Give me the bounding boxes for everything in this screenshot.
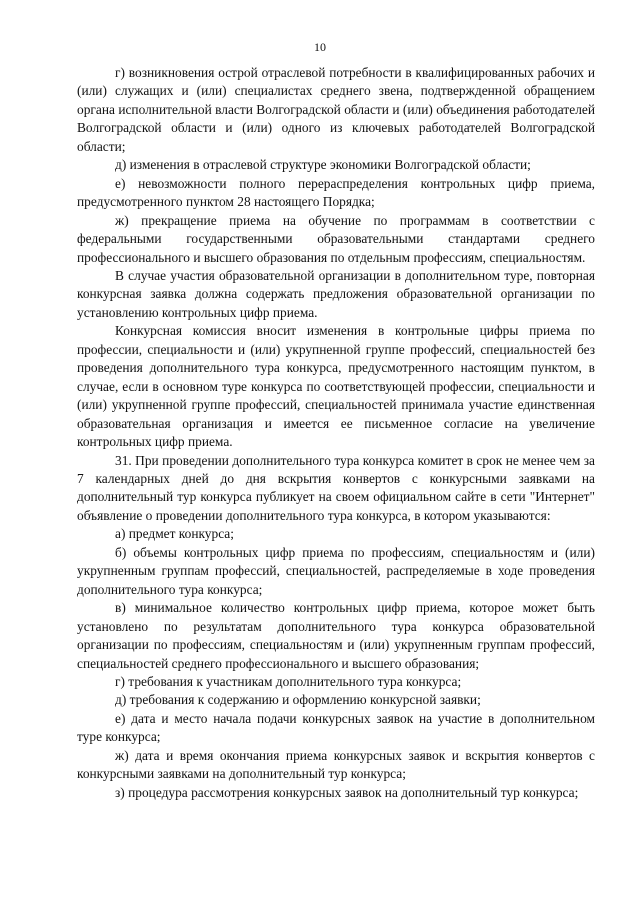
document-body [77, 64, 595, 802]
list-item-z: з) процедура рассмотрения конкурсных заявок на дополнительный тур конкурса; [115, 784, 579, 800]
paragraph-item-zh: ж) прекращение приема на обучение по программам в соответствии с федеральными государственными образовательными стандартами среднего профессионального и высшего образования по отдельным профессиям, специальностям. [77, 212, 595, 265]
list-item-b: б) объемы контрольных цифр приема по профессиям, специальностям и (или) укрупненным группам профессий, специальностей, распределяемые в ходе проведения дополнительного тура конкурса; [77, 544, 595, 597]
list-item-a: а) предмет конкурса; [115, 526, 234, 542]
list-item-v: в) минимальное количество контрольных цифр приема, которое может быть установлено по результатам дополнительного тура конкурса образовательной организации по профессиям, специальностям и (или) укрупненным группам профессий, специальностей среднего профессионального и высшего образования; [77, 600, 595, 671]
paragraph-item-d: д) изменения в отраслевой структуре экономики Волгоградской области; [115, 157, 531, 173]
list-item-d: д) требования к содержанию и оформлению конкурсной заявки; [115, 692, 481, 708]
list-item-e: е) дата и место начала подачи конкурсных заявок на участие в дополнительном туре конкурса; [77, 710, 595, 745]
paragraph-repeat-application: В случае участия образовательной организации в дополнительном туре, повторная конкурсная заявка должна содержать предложения образовательной организации по установлению контрольных цифр приема. [77, 267, 595, 320]
paragraph-item-e: е) невозможности полного перераспределения контрольных цифр приема, предусмотренного пунктом 28 настоящего Порядка; [77, 175, 595, 210]
page-number: 10 [314, 40, 326, 54]
paragraph-clause-31: 31. При проведении дополнительного тура конкурса комитет в срок не менее чем за 7 календарных дней до дня вскрытия конвертов с конкурсными заявками на дополнительный тур конкурса публикует на своем официальном сайте в сети "Интернет" объявление о проведении дополнительного тура конкурса, в котором указываются: [77, 452, 595, 523]
paragraph-item-g: г) возникновения острой отраслевой потребности в квалифицированных рабочих и (или) служащих и (или) специалистах среднего звена, подтвержденной обращением органа исполнительной власти Волгоградской области и (или) объединения работодателей Волгоградской области и (или) одного из ключевых работодателей Волгоградской области; [77, 65, 595, 154]
paragraph-commission-changes: Конкурсная комиссия вносит изменения в контрольные цифры приема по профессии, специальности и (или) укрупненной группе профессий, специальностей без проведения дополнительного тура конкурса, предусмотренного настоящим пунктом, в случае, если в основном туре конкурса по соответствующей профессии, специальности и (или) укрупненной группе профессий, специальностей принимала участие единственная образовательная организация и имеется ее письменное согласие на увеличение контрольных цифр приема. [77, 323, 595, 450]
list-item-zh: ж) дата и время окончания приема конкурсных заявок и вскрытия конвертов с конкурсными заявками на дополнительный тур конкурса; [77, 747, 595, 782]
list-item-g: г) требования к участникам дополнительного тура конкурса; [115, 673, 462, 689]
